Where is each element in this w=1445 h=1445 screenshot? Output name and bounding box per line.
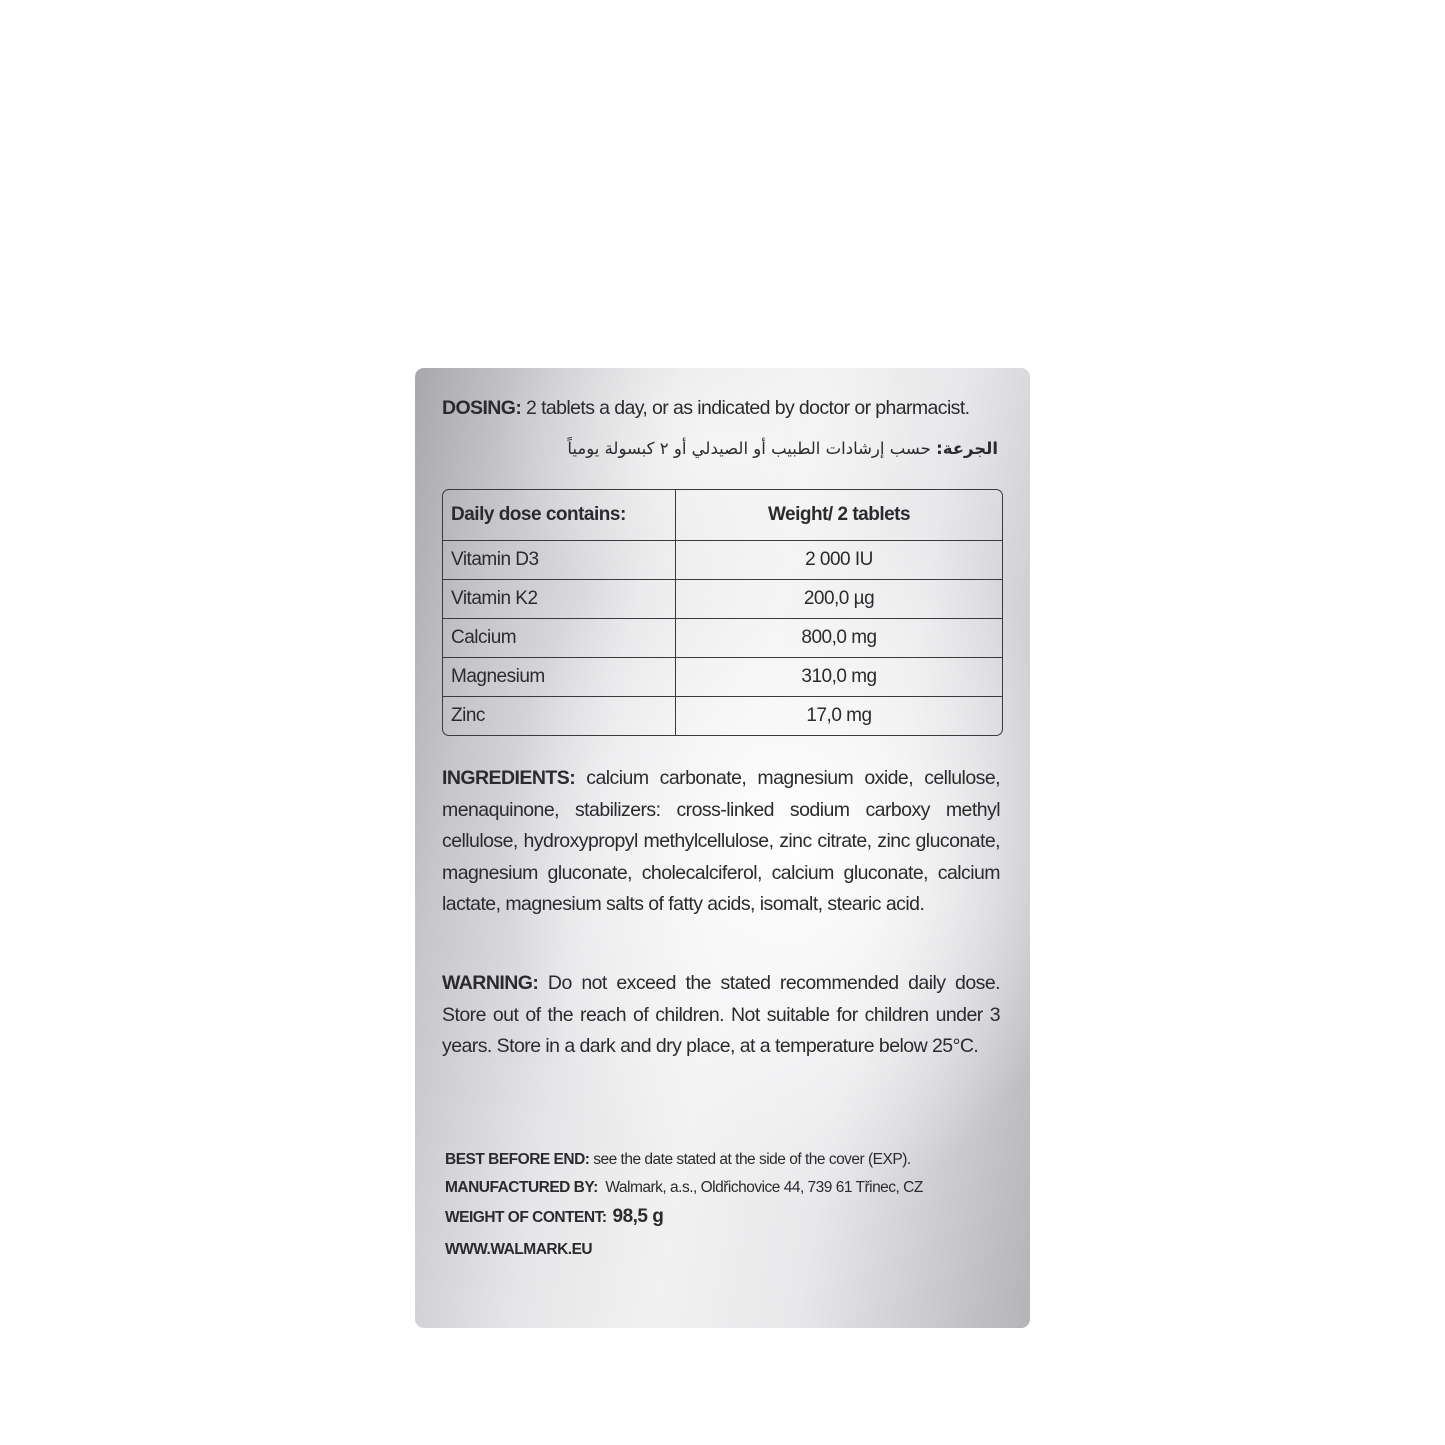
manufacturer-label: MANUFACTURED BY: xyxy=(445,1179,598,1196)
weight-value: 98,5 g xyxy=(612,1206,664,1227)
product-label-panel xyxy=(415,368,1030,1328)
warning-text: Do not exceed the stated recommended daily dose. Store out of the reach of children. Not suitable for children under 3 years. Store in a dark and dry place, at a temperature below 25°C. xyxy=(442,972,1000,1057)
manufacturer-line xyxy=(445,1179,923,1197)
ingredients-text: calcium carbonate, magnesium oxide, cellulose, menaquinone, stabilizers: cross-linked sodium carboxy methyl cellulose, hydroxypropyl methylcellulose, zinc citrate, zinc gluconate, magnesium gluconate, cholecalciferol, calcium gluconate, calcium lactate, magnesium salts of fatty acids, isomalt, stearic acid. xyxy=(442,767,1000,915)
table-row xyxy=(443,658,1002,697)
ingredients-label: INGREDIENTS: xyxy=(442,767,576,789)
dosing-line xyxy=(442,397,1012,420)
nutrient-value: 17,0 mg xyxy=(806,705,872,726)
nutrient-value: 310,0 mg xyxy=(676,658,1002,697)
weight-line xyxy=(445,1206,663,1228)
dosing-label: DOSING: xyxy=(442,397,522,419)
dosing-arabic-label: الجرعة: xyxy=(936,439,998,458)
nutrition-table xyxy=(442,489,1003,736)
header-weight: Weight/ 2 tablets xyxy=(676,490,1002,541)
nutrient-value: 2 000 IU xyxy=(676,541,1002,580)
warning-paragraph xyxy=(442,968,1000,1063)
nutrient-name: Calcium xyxy=(443,619,676,658)
nutrient-name: Vitamin D3 xyxy=(443,541,676,580)
header-daily-dose: Daily dose contains: xyxy=(443,490,676,541)
nutrient-value: 800,0 mg xyxy=(676,619,1002,658)
nutrient-name: Vitamin K2 xyxy=(443,580,676,619)
best-before-label: BEST BEFORE END: xyxy=(445,1151,590,1168)
manufacturer-text: Walmark, a.s., Oldřichovice 44, 739 61 Třinec, CZ xyxy=(597,1179,923,1196)
website-url: WWW.WALMARK.EU xyxy=(445,1241,593,1258)
weight-label: WEIGHT OF CONTENT: xyxy=(445,1209,607,1226)
ingredients-paragraph xyxy=(442,763,1000,921)
table-header-row xyxy=(443,490,1002,541)
dosing-text: 2 tablets a day, or as indicated by doctor or pharmacist. xyxy=(521,397,970,419)
table-row xyxy=(443,580,1002,619)
best-before-text: see the date stated at the side of the cover (EXP). xyxy=(589,1151,911,1168)
table-row xyxy=(443,619,1002,658)
table-row xyxy=(443,541,1002,580)
nutrient-name: Magnesium xyxy=(443,658,676,697)
table-row xyxy=(443,697,1002,735)
nutrient-value: 200,0 µg xyxy=(676,580,1002,619)
best-before-line xyxy=(445,1151,911,1169)
warning-label: WARNING: xyxy=(442,972,539,994)
nutrient-name: Zinc xyxy=(443,697,676,735)
dosing-arabic-line xyxy=(442,439,998,458)
dosing-arabic-text: حسب إرشادات الطبيب أو الصيدلي أو ٢ كبسولة يومياً xyxy=(567,439,937,458)
